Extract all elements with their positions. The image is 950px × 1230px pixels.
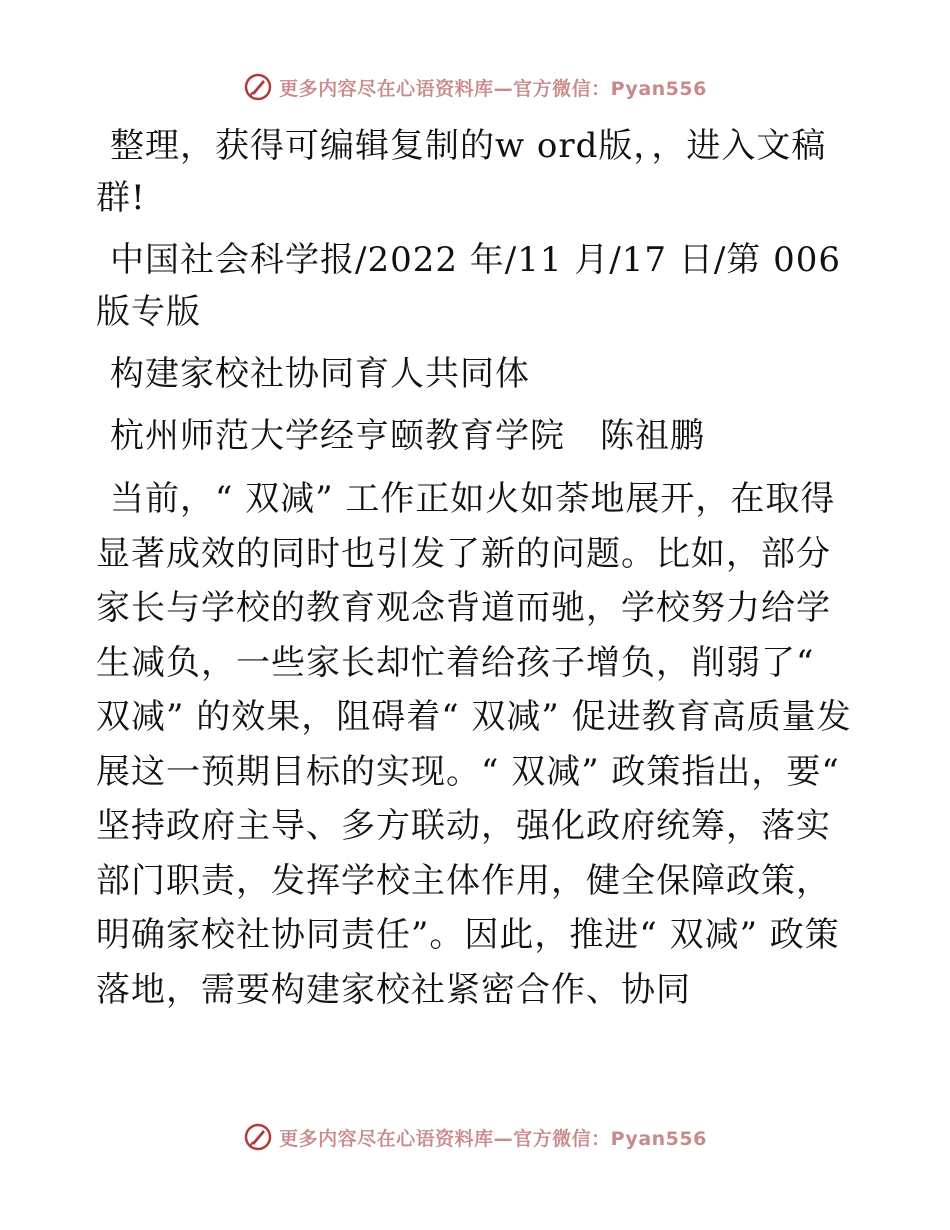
quill-logo-icon [243, 1122, 273, 1152]
quill-logo-icon [243, 72, 273, 102]
footer-watermark [0, 1122, 950, 1152]
body-paragraph: 当前，“ 双减” 工作正如火如荼地展开，在取得显著成效的同时也引发了新的问题。比如，部分家长与学校的教育观念背道而驰，学校努力给学生减负，一些家长却忙着给孩子增负，削弱了“ 双减” 的效果，阻碍着“ 双减” 促进教育高质量发展这一预期目标的实现。“ 双减” 政策指出，要“ 坚持政府主导、多方联动，强化政府统筹，落实部门职责，发挥学校主体作用，健全保障政策，明确家校社协同责任”。因此，推进“ 双减” 政策落地，需要构建家校社紧密合作、协同 [96, 479, 852, 1010]
intro-paragraph: 整理，获得可编辑复制的w ord版，，进入文稿群! [96, 126, 827, 218]
source-line: 中国社会科学报/2022 年/11 月/17 日/第 006 版专版 [96, 240, 842, 332]
header-watermark [0, 72, 950, 102]
watermark-text: 更多内容尽在心语资料库—官方微信：Pyan556 [279, 77, 707, 100]
article-title: 构建家校社协同育人共同体 [110, 354, 530, 394]
watermark-text: 更多内容尽在心语资料库—官方微信：Pyan556 [279, 1127, 707, 1150]
document-body [96, 120, 856, 1017]
author-line: 杭州师范大学经亨颐教育学院 陈祖鹏 [110, 416, 705, 456]
